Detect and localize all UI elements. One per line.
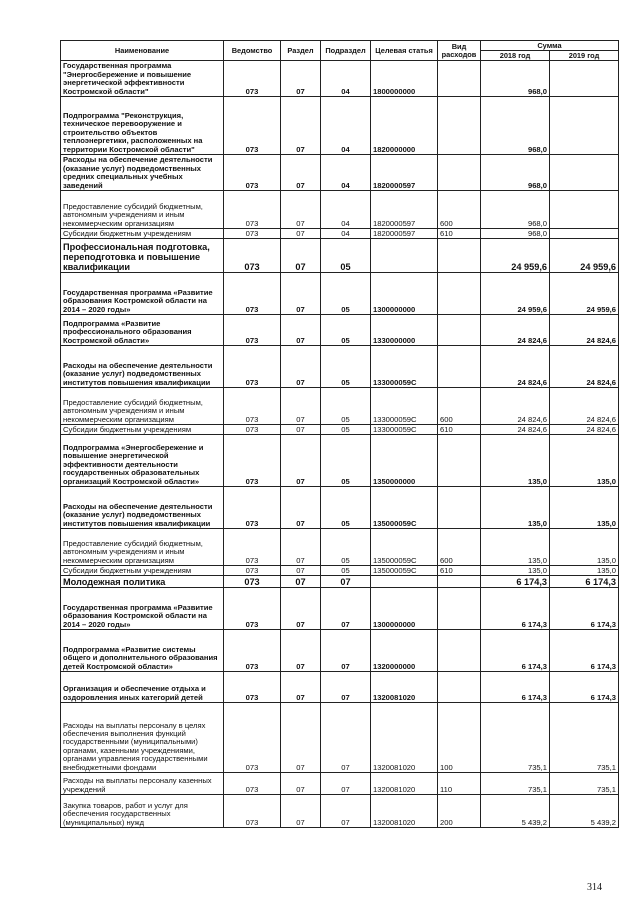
row-sum-2018: 6 174,3 xyxy=(481,630,550,672)
row-target: 1320081020 xyxy=(371,672,438,703)
row-section: 07 xyxy=(281,773,321,795)
row-subsection: 07 xyxy=(321,672,371,703)
row-section: 07 xyxy=(281,229,321,239)
table-row xyxy=(61,576,619,588)
row-subsection: 05 xyxy=(321,487,371,529)
table-row xyxy=(61,529,619,566)
row-target: 133000059С xyxy=(371,388,438,425)
row-sum-2018: 735,1 xyxy=(481,773,550,795)
row-section: 07 xyxy=(281,672,321,703)
table-row xyxy=(61,773,619,795)
row-section: 07 xyxy=(281,346,321,388)
table-row xyxy=(61,97,619,155)
row-subsection: 07 xyxy=(321,703,371,773)
row-name: Подпрограмма «Развитие системы общего и дополнительного образования детей Костромской области» xyxy=(61,630,224,672)
row-subsection: 07 xyxy=(321,630,371,672)
row-dept: 073 xyxy=(224,630,281,672)
row-target: 1820000000 xyxy=(371,97,438,155)
table-row xyxy=(61,388,619,425)
header-section: Раздел xyxy=(281,41,321,61)
row-sum-2019: 6 174,3 xyxy=(550,630,619,672)
row-type: 100 xyxy=(438,703,481,773)
row-sum-2019: 135,0 xyxy=(550,435,619,487)
row-target: 1320081020 xyxy=(371,795,438,828)
row-dept: 073 xyxy=(224,588,281,630)
row-section: 07 xyxy=(281,529,321,566)
table-row xyxy=(61,566,619,576)
row-target: 1350000000 xyxy=(371,435,438,487)
row-section: 07 xyxy=(281,487,321,529)
row-sum-2019: 5 439,2 xyxy=(550,795,619,828)
row-section: 07 xyxy=(281,155,321,191)
row-subsection: 04 xyxy=(321,155,371,191)
table-row xyxy=(61,703,619,773)
header-year-2018: 2018 год xyxy=(481,51,550,61)
row-sum-2018: 24 824,6 xyxy=(481,425,550,435)
row-dept: 073 xyxy=(224,239,281,273)
row-target xyxy=(371,576,438,588)
page-number: 314 xyxy=(587,882,602,893)
row-target xyxy=(371,239,438,273)
table-row xyxy=(61,191,619,229)
header-subsection: Подраздел xyxy=(321,41,371,61)
row-sum-2019: 735,1 xyxy=(550,773,619,795)
row-sum-2018: 135,0 xyxy=(481,529,550,566)
row-sum-2018: 135,0 xyxy=(481,435,550,487)
row-dept: 073 xyxy=(224,191,281,229)
row-subsection: 07 xyxy=(321,576,371,588)
header-name: Наименование xyxy=(61,41,224,61)
row-sum-2018: 24 824,6 xyxy=(481,388,550,425)
row-sum-2018: 135,0 xyxy=(481,487,550,529)
row-section: 07 xyxy=(281,315,321,346)
row-dept: 073 xyxy=(224,273,281,315)
table-row xyxy=(61,61,619,97)
row-subsection: 04 xyxy=(321,229,371,239)
row-sum-2018: 24 959,6 xyxy=(481,273,550,315)
row-target: 1300000000 xyxy=(371,273,438,315)
row-subsection: 05 xyxy=(321,566,371,576)
row-subsection: 07 xyxy=(321,795,371,828)
row-target: 135000059С xyxy=(371,529,438,566)
row-subsection: 05 xyxy=(321,239,371,273)
row-sum-2019: 24 824,6 xyxy=(550,388,619,425)
row-type xyxy=(438,97,481,155)
row-sum-2018: 24 824,6 xyxy=(481,346,550,388)
row-dept: 073 xyxy=(224,529,281,566)
row-subsection: 05 xyxy=(321,273,371,315)
row-sum-2018: 968,0 xyxy=(481,97,550,155)
row-section: 07 xyxy=(281,703,321,773)
row-sum-2019 xyxy=(550,97,619,155)
row-name: Подпрограмма "Реконструкция, техническое перевооружение и строительство объектов теплоэнергетики, расположенных на территории Костромской области" xyxy=(61,97,224,155)
row-type xyxy=(438,672,481,703)
row-target: 1800000000 xyxy=(371,61,438,97)
row-sum-2019: 135,0 xyxy=(550,566,619,576)
row-dept: 073 xyxy=(224,97,281,155)
row-sum-2019 xyxy=(550,229,619,239)
row-dept: 073 xyxy=(224,703,281,773)
row-type: 600 xyxy=(438,388,481,425)
row-sum-2019: 24 959,6 xyxy=(550,239,619,273)
row-name: Организация и обеспечение отдыха и оздоровления иных категорий детей xyxy=(61,672,224,703)
row-dept: 073 xyxy=(224,388,281,425)
row-sum-2018: 5 439,2 xyxy=(481,795,550,828)
row-type xyxy=(438,576,481,588)
row-name: Расходы на обеспечение деятельности (оказание услуг) подведомственных институтов повышения квалификации xyxy=(61,346,224,388)
header-target: Целевая статья xyxy=(371,41,438,61)
row-type xyxy=(438,588,481,630)
row-sum-2018: 968,0 xyxy=(481,155,550,191)
row-type xyxy=(438,61,481,97)
header-dept: Ведомство xyxy=(224,41,281,61)
row-section: 07 xyxy=(281,191,321,229)
row-section: 07 xyxy=(281,239,321,273)
row-target: 133000059С xyxy=(371,425,438,435)
row-section: 07 xyxy=(281,566,321,576)
row-name: Субсидии бюджетным учреждениям xyxy=(61,425,224,435)
row-name: Расходы на выплаты персоналу в целях обеспечения выполнения функций государственными (муниципальными) органами, казенными учреждениями, органами управления государственными внебюджетными фондами xyxy=(61,703,224,773)
row-section: 07 xyxy=(281,425,321,435)
row-name: Профессиональная подготовка, переподготовка и повышение квалификации xyxy=(61,239,224,273)
row-name: Подпрограмма «Развитие профессионального образования Костромской области» xyxy=(61,315,224,346)
row-dept: 073 xyxy=(224,346,281,388)
row-name: Предоставление субсидий бюджетным, автономным учреждениям и иным некоммерческим организациям xyxy=(61,191,224,229)
row-target: 1300000000 xyxy=(371,588,438,630)
row-name: Расходы на выплаты персоналу казенных учреждений xyxy=(61,773,224,795)
row-section: 07 xyxy=(281,588,321,630)
row-type: 600 xyxy=(438,529,481,566)
row-sum-2019: 24 959,6 xyxy=(550,273,619,315)
row-target: 1820000597 xyxy=(371,191,438,229)
row-sum-2018: 6 174,3 xyxy=(481,588,550,630)
row-sum-2018: 24 824,6 xyxy=(481,315,550,346)
table-row xyxy=(61,273,619,315)
row-target: 1320000000 xyxy=(371,630,438,672)
row-type xyxy=(438,346,481,388)
table-body xyxy=(61,61,619,828)
row-sum-2019 xyxy=(550,61,619,97)
row-name: Молодежная политика xyxy=(61,576,224,588)
header-sum: Сумма xyxy=(481,41,619,51)
row-sum-2019: 6 174,3 xyxy=(550,672,619,703)
row-target: 1330000000 xyxy=(371,315,438,346)
table-row xyxy=(61,155,619,191)
row-sum-2019 xyxy=(550,191,619,229)
row-dept: 073 xyxy=(224,435,281,487)
row-section: 07 xyxy=(281,576,321,588)
header-year-2019: 2019 год xyxy=(550,51,619,61)
row-section: 07 xyxy=(281,795,321,828)
row-type: 200 xyxy=(438,795,481,828)
table-row xyxy=(61,239,619,273)
row-section: 07 xyxy=(281,435,321,487)
table-row xyxy=(61,630,619,672)
row-target: 1320081020 xyxy=(371,773,438,795)
row-name: Государственная программа «Развитие образования Костромской области на 2014 – 2020 годы» xyxy=(61,588,224,630)
row-dept: 073 xyxy=(224,672,281,703)
row-sum-2018: 135,0 xyxy=(481,566,550,576)
row-dept: 073 xyxy=(224,566,281,576)
row-subsection: 05 xyxy=(321,435,371,487)
row-section: 07 xyxy=(281,388,321,425)
row-name: Расходы на обеспечение деятельности (оказание услуг) подведомственных институтов повышения квалификации xyxy=(61,487,224,529)
row-dept: 073 xyxy=(224,795,281,828)
row-type xyxy=(438,315,481,346)
row-name: Государственная программа «Развитие образования Костромской области на 2014 – 2020 годы» xyxy=(61,273,224,315)
row-dept: 073 xyxy=(224,487,281,529)
row-sum-2019: 135,0 xyxy=(550,529,619,566)
row-target: 1320081020 xyxy=(371,703,438,773)
row-target: 133000059С xyxy=(371,346,438,388)
row-subsection: 05 xyxy=(321,388,371,425)
row-type xyxy=(438,435,481,487)
table-row xyxy=(61,487,619,529)
row-sum-2018: 6 174,3 xyxy=(481,576,550,588)
row-sum-2018: 735,1 xyxy=(481,703,550,773)
row-type: 610 xyxy=(438,566,481,576)
row-type xyxy=(438,630,481,672)
row-type: 610 xyxy=(438,229,481,239)
row-section: 07 xyxy=(281,273,321,315)
row-type xyxy=(438,239,481,273)
row-sum-2019: 6 174,3 xyxy=(550,576,619,588)
table-row xyxy=(61,588,619,630)
row-subsection: 05 xyxy=(321,346,371,388)
row-name: Предоставление субсидий бюджетным, автономным учреждениям и иным некоммерческим организациям xyxy=(61,388,224,425)
row-dept: 073 xyxy=(224,773,281,795)
row-subsection: 05 xyxy=(321,425,371,435)
table-row xyxy=(61,672,619,703)
row-name: Закупка товаров, работ и услуг для обеспечения государственных (муниципальных) нужд xyxy=(61,795,224,828)
row-sum-2019: 135,0 xyxy=(550,487,619,529)
row-sum-2018: 6 174,3 xyxy=(481,672,550,703)
row-type xyxy=(438,155,481,191)
row-target: 135000059С xyxy=(371,487,438,529)
row-target: 1820000597 xyxy=(371,229,438,239)
row-dept: 073 xyxy=(224,229,281,239)
row-section: 07 xyxy=(281,61,321,97)
row-subsection: 07 xyxy=(321,773,371,795)
row-dept: 073 xyxy=(224,576,281,588)
row-name: Расходы на обеспечение деятельности (оказание услуг) подведомственных средних специальных учебных заведений xyxy=(61,155,224,191)
table-row xyxy=(61,795,619,828)
row-sum-2018: 968,0 xyxy=(481,191,550,229)
header-type: Вид расходов xyxy=(438,41,481,61)
row-subsection: 04 xyxy=(321,97,371,155)
row-type xyxy=(438,487,481,529)
row-sum-2019: 6 174,3 xyxy=(550,588,619,630)
row-dept: 073 xyxy=(224,425,281,435)
row-dept: 073 xyxy=(224,315,281,346)
table-row xyxy=(61,315,619,346)
row-sum-2019: 24 824,6 xyxy=(550,425,619,435)
row-type xyxy=(438,273,481,315)
row-dept: 073 xyxy=(224,155,281,191)
row-subsection: 05 xyxy=(321,529,371,566)
row-name: Государственная программа "Энергосбережение и повышение энергетической эффективности Костромской области" xyxy=(61,61,224,97)
row-name: Подпрограмма «Энергосбережение и повышение энергетической эффективности деятельности государственных образовательных организаций Костромской области» xyxy=(61,435,224,487)
table-row xyxy=(61,346,619,388)
row-sum-2019: 735,1 xyxy=(550,703,619,773)
row-subsection: 04 xyxy=(321,191,371,229)
row-target: 1820000597 xyxy=(371,155,438,191)
row-sum-2018: 968,0 xyxy=(481,61,550,97)
row-subsection: 04 xyxy=(321,61,371,97)
row-name: Субсидии бюджетным учреждениям xyxy=(61,566,224,576)
table-row xyxy=(61,425,619,435)
row-subsection: 05 xyxy=(321,315,371,346)
row-type: 110 xyxy=(438,773,481,795)
row-type: 610 xyxy=(438,425,481,435)
table-row xyxy=(61,229,619,239)
row-name: Субсидии бюджетным учреждениям xyxy=(61,229,224,239)
row-sum-2019: 24 824,6 xyxy=(550,346,619,388)
row-section: 07 xyxy=(281,630,321,672)
row-type: 600 xyxy=(438,191,481,229)
row-sum-2018: 968,0 xyxy=(481,229,550,239)
budget-table xyxy=(60,40,619,828)
row-sum-2018: 24 959,6 xyxy=(481,239,550,273)
row-name: Предоставление субсидий бюджетным, автономным учреждениям и иным некоммерческим организациям xyxy=(61,529,224,566)
row-dept: 073 xyxy=(224,61,281,97)
row-sum-2019: 24 824,6 xyxy=(550,315,619,346)
row-subsection: 07 xyxy=(321,588,371,630)
row-sum-2019 xyxy=(550,155,619,191)
row-section: 07 xyxy=(281,97,321,155)
row-target: 135000059С xyxy=(371,566,438,576)
table-row xyxy=(61,435,619,487)
